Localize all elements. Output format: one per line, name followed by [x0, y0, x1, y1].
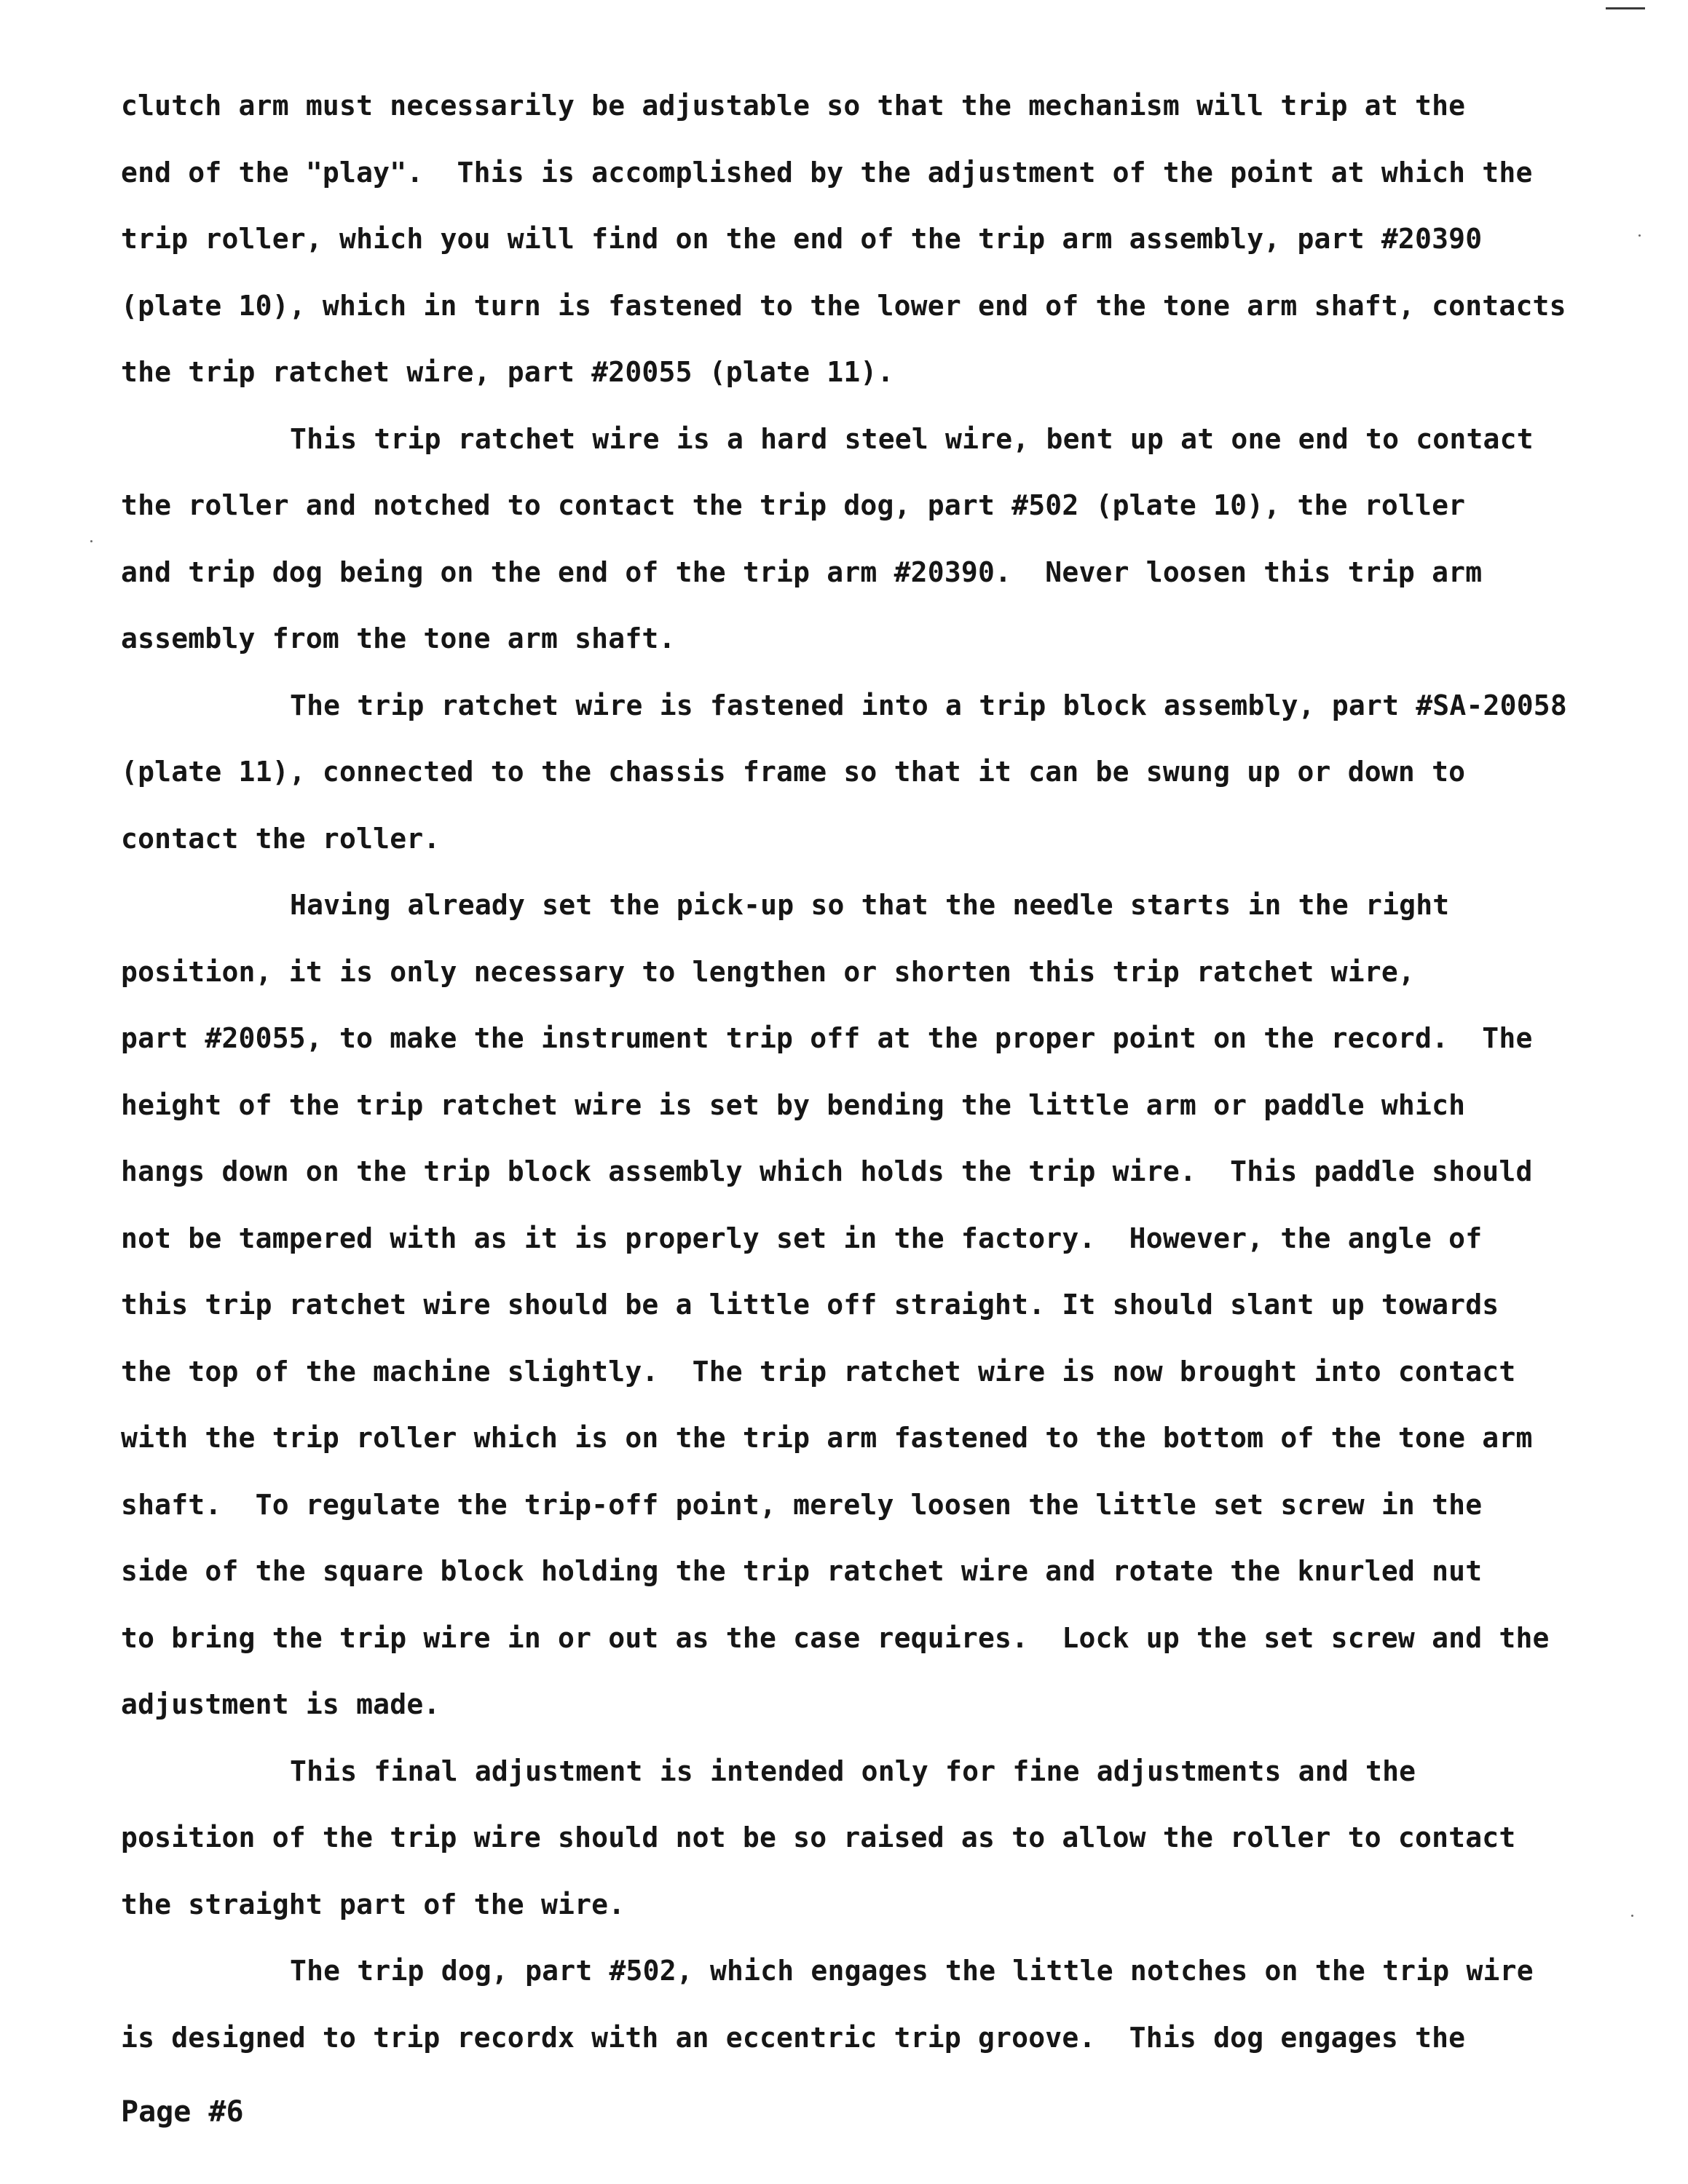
scan-speck [1638, 234, 1641, 237]
text-line: (plate 10), which in turn is fastened to the lower end of the tone arm shaft, contacts [121, 289, 1566, 322]
text-line: The trip dog, part #502, which engages the little notches on the trip wire [290, 1955, 1534, 1987]
page-edge-mark [1606, 7, 1645, 9]
text-line: hangs down on the trip block assembly which holds the trip wire. This paddle should [121, 1155, 1533, 1187]
text-line: part #20055, to make the instrument trip off at the proper point on the record. The [121, 1022, 1533, 1054]
text-line: side of the square block holding the trip ratchet wire and rotate the knurled nut [121, 1555, 1483, 1587]
text-line: this trip ratchet wire should be a little off straight. It should slant up towards [121, 1289, 1499, 1321]
text-line: Having already set the pick-up so that the needle starts in the right [290, 889, 1450, 921]
scan-speck [1631, 1915, 1633, 1917]
text-line: with the trip roller which is on the trip arm fastened to the bottom of the tone arm [121, 1422, 1533, 1454]
text-line: position, it is only necessary to lengthen or shorten this trip ratchet wire, [121, 955, 1416, 988]
text-line: the top of the machine slightly. The trip ratchet wire is now brought into contact [121, 1355, 1516, 1388]
text-line: the roller and notched to contact the trip dog, part #502 (plate 10), the roller [121, 489, 1466, 521]
text-line: This trip ratchet wire is a hard steel wire, bent up at one end to contact [290, 422, 1534, 455]
text-line: and trip dog being on the end of the trip arm #20390. Never loosen this trip arm [121, 555, 1483, 588]
text-line: The trip ratchet wire is fastened into a trip block assembly, part #SA-20058 [290, 689, 1567, 721]
text-line: assembly from the tone arm shaft. [121, 622, 676, 654]
page-number: Page #6 [121, 2095, 244, 2129]
text-line: not be tampered with as it is properly set in the factory. However, the angle of [121, 1222, 1483, 1254]
document-body [121, 73, 1599, 2071]
text-line: (plate 11), connected to the chassis frame so that it can be swung up or down to [121, 756, 1466, 788]
text-line: is designed to trip recordx with an eccentric trip groove. This dog engages the [121, 2021, 1466, 2054]
text-line: trip roller, which you will find on the end of the trip arm assembly, part #20390 [121, 223, 1483, 255]
scan-speck [90, 540, 92, 542]
text-line: end of the "play". This is accomplished by the adjustment of the point at which the [121, 156, 1533, 189]
text-line: to bring the trip wire in or out as the case requires. Lock up the set screw and the [121, 1621, 1550, 1654]
text-line: height of the trip ratchet wire is set by bending the little arm or paddle which [121, 1088, 1466, 1121]
text-line: the straight part of the wire. [121, 1888, 626, 1920]
text-line: the trip ratchet wire, part #20055 (plate 11). [121, 356, 894, 388]
text-line: adjustment is made. [121, 1688, 441, 1720]
text-line: position of the trip wire should not be so raised as to allow the roller to contact [121, 1821, 1516, 1853]
text-line: contact the roller. [121, 822, 441, 855]
text-line: This final adjustment is intended only for fine adjustments and the [290, 1754, 1416, 1787]
text-line: clutch arm must necessarily be adjustable so that the mechanism will trip at the [121, 90, 1466, 122]
text-line: shaft. To regulate the trip-off point, merely loosen the little set screw in the [121, 1488, 1483, 1521]
